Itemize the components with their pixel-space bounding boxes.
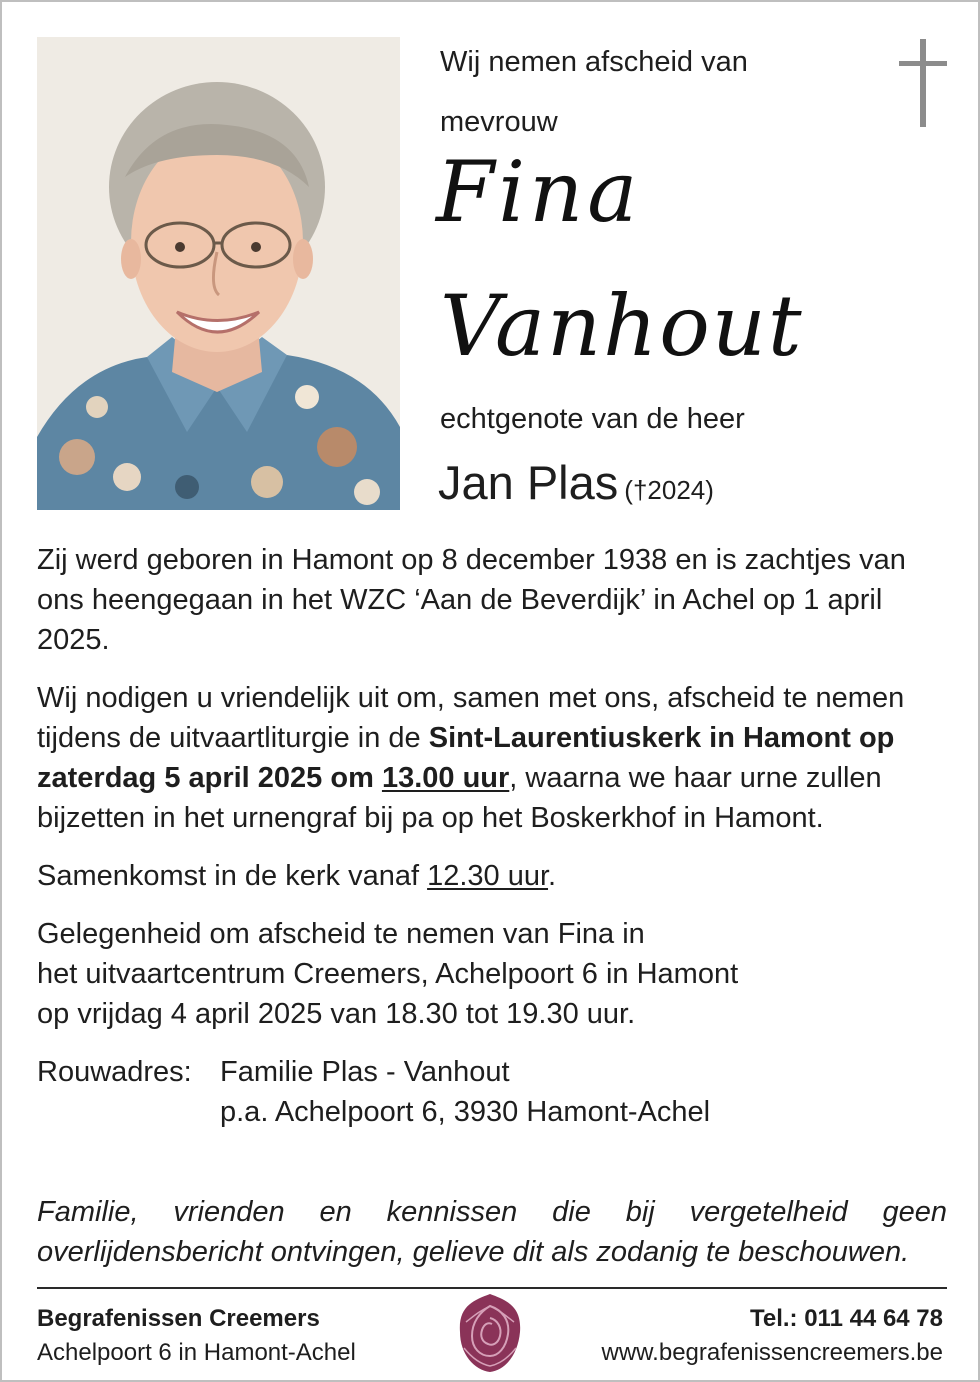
deceased-last-name: Vanhout (440, 277, 804, 375)
notice-text: Familie, vrienden en kennissen die bij vergetelheid geen overlijdensbericht ontvingen, gelieve dit als zodanig te beschouwen. (37, 1196, 947, 1268)
address-label: Rouwadres: (37, 1056, 192, 1088)
portrait-photo (37, 37, 400, 510)
visitation-paragraph (37, 914, 947, 1034)
visitation-line-1: Gelegenheid om afscheid te nemen van Fina in (37, 918, 645, 950)
ceremony-paragraph (37, 678, 947, 838)
spouse-name (438, 455, 714, 510)
cross-icon (899, 39, 947, 127)
ceremony-text-end: , waarna we haar urne zullen bijzetten in het urnengraf bij pa op het Boskerkhof in Hamont. (37, 762, 882, 834)
mourning-address (37, 1052, 947, 1132)
address-line-1: Familie Plas - Vanhout (220, 1056, 510, 1088)
gathering-text: Samenkomst in de kerk vanaf (37, 860, 428, 892)
footer-divider (37, 1287, 947, 1289)
gathering-paragraph (37, 856, 947, 896)
visitation-line-2: het uitvaartcentrum Creemers, Achelpoort 6 in Hamont (37, 958, 739, 990)
visitation-line-3: op vrijdag 4 april 2025 van 18.30 tot 19.30 uur. (37, 998, 636, 1030)
funeral-company-name: Begrafenissen Creemers (37, 1305, 320, 1332)
intro-line-2: mevrouw (440, 106, 558, 138)
ceremony-bold-text: Sint-Laurentiuskerk in Hamont op zaterdag 5 april 2025 om (37, 722, 895, 794)
funeral-company-phone: Tel.: 011 44 64 78 (749, 1305, 943, 1332)
announcement-body (37, 540, 947, 1132)
deceased-first-name: Fina (436, 143, 642, 241)
spouse-label: echtgenote van de heer (440, 403, 745, 435)
gathering-period: . (548, 860, 557, 892)
gathering-time: 12.30 uur (427, 860, 549, 892)
ceremony-text-start: Wij nodigen u vriendelijk uit om, samen met ons, afscheid te nemen tijdens de uitvaartliturgie in de (37, 682, 905, 754)
rose-logo-icon (454, 1292, 526, 1376)
birth-death-paragraph: Zij werd geboren in Hamont op 8 december 1938 en is zachtjes van ons heengegaan in het WZC ‘Aan de Beverdijk’ in Achel op 1 april 2025. (37, 544, 906, 656)
spouse-name-text: Jan Plas (438, 456, 619, 509)
ceremony-time: 13.00 uur (381, 762, 510, 794)
spouse-death-note: (†2024) (624, 475, 714, 505)
funeral-company-address: Achelpoort 6 in Hamont-Achel (37, 1339, 356, 1366)
intro-line-1: Wij nemen afscheid van (440, 46, 748, 78)
address-line-2: p.a. Achelpoort 6, 3930 Hamont-Achel (220, 1096, 711, 1128)
funeral-company-website[interactable]: www.begrafenissencreemers.be (601, 1339, 943, 1366)
